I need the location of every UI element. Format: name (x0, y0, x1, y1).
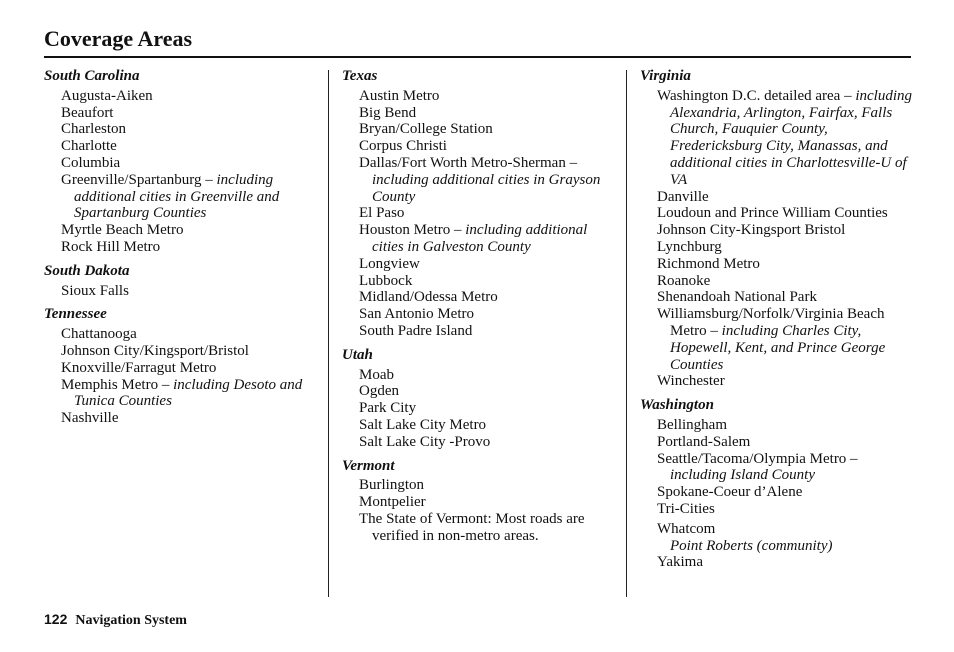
area-entry: Rock Hill Metro (61, 238, 161, 255)
area-name: Greenville/Spartanburg (61, 171, 202, 188)
area-entry: Ogden (359, 383, 399, 400)
area-entry (61, 376, 324, 411)
area-name: Seattle/Tacoma/Olympia Metro – (657, 450, 858, 467)
area-entry: Richmond Metro (657, 255, 760, 272)
state-heading: Utah (342, 346, 373, 363)
area-entry: Johnson City/Kingsport/Bristol (61, 342, 249, 359)
area-note: including additional cities in Galveston County (372, 222, 588, 255)
area-entry (61, 171, 324, 222)
area-entry: Bryan/College Station (359, 121, 493, 138)
area-entry (657, 450, 912, 485)
dash: – (569, 154, 578, 171)
dash: – (161, 376, 170, 393)
area-note: including Desoto and Tunica Counties (74, 376, 303, 410)
area-entry: Augusta-Aiken (61, 87, 153, 104)
area-note: Point Roberts (community) (670, 537, 833, 554)
area-entry: Midland/Odessa Metro (359, 289, 498, 306)
state-heading: South Dakota (44, 262, 130, 279)
area-entry: Salt Lake City Metro (359, 416, 487, 433)
area-name: Dallas/Fort Worth Metro-Sherman (359, 154, 566, 171)
area-note: including additional cities in Greenville and Spartanburg Counties (74, 171, 280, 222)
area-name: Williamsburg/Norfolk/Virginia Beach Metro (657, 306, 885, 339)
area-entry: Longview (359, 255, 420, 272)
area-entry: Lynchburg (657, 238, 722, 255)
area-note: including Island County (670, 467, 815, 484)
area-entry: Nashville (61, 410, 119, 427)
area-entry: Danville (657, 188, 709, 205)
area-entry: Yakima (657, 554, 703, 571)
area-entry: Beaufort (61, 104, 114, 121)
area-entry: Lubbock (359, 272, 413, 289)
state-heading: Washington (640, 397, 714, 414)
area-entry: Loudoun and Prince William Counties (657, 205, 888, 222)
column-left (44, 68, 324, 427)
area-entry: Roanoke (657, 272, 711, 289)
area-entry: Chattanooga (61, 326, 137, 343)
page-title: Coverage Areas (44, 26, 193, 51)
area-entry: Winchester (657, 373, 725, 390)
area-entry: Johnson City-Kingsport Bristol (657, 222, 846, 239)
area-entry: Charleston (61, 121, 126, 138)
area-name: Washington D.C. detailed area – (657, 87, 852, 104)
area-entry: Big Bend (359, 104, 417, 121)
area-entry: Salt Lake City -Provo (359, 433, 491, 450)
area-entry: Park City (359, 400, 417, 417)
area-entry: Spokane-Coeur d’Alene (657, 484, 803, 501)
page-number: 122 (44, 611, 68, 627)
area-entry: Portland-Salem (657, 433, 751, 450)
area-entry: Bellingham (657, 416, 727, 433)
area-name: Memphis Metro (61, 376, 159, 393)
area-entry: The State of Vermont: Most roads are verified in non-metro areas. (359, 510, 585, 544)
state-heading: Tennessee (44, 306, 107, 323)
area-entry: Sioux Falls (61, 282, 129, 299)
state-heading: Virginia (640, 68, 691, 84)
area-entry: Burlington (359, 477, 425, 494)
area-entry: Moab (359, 366, 394, 383)
state-heading: Texas (342, 68, 378, 84)
area-entry (359, 222, 618, 256)
area-note: including Charles City, Hopewell, Kent, and Prince George Counties (670, 322, 886, 373)
area-entry: Knoxville/Farragut Metro (61, 359, 217, 376)
state-heading: South Carolina (44, 68, 140, 84)
area-entry: Corpus Christi (359, 138, 447, 155)
area-entry (657, 306, 912, 373)
page-footer (44, 610, 187, 630)
area-entry: Whatcom (657, 520, 716, 537)
area-entry: Myrtle Beach Metro (61, 222, 184, 239)
title-rule (44, 56, 911, 58)
area-entry: Columbia (61, 154, 121, 171)
column-divider (328, 70, 329, 597)
area-entry: El Paso (359, 205, 405, 222)
column-divider (626, 70, 627, 597)
area-name: Houston Metro (359, 222, 451, 239)
area-entry: Shenandoah National Park (657, 289, 817, 306)
area-entry: San Antonio Metro (359, 306, 474, 323)
area-note: including Alexandria, Arlington, Fairfax, Falls Church, Fauquier County, Fredericksburg City, Manassas, and additional cities in Charlottesville-U of VA (670, 87, 912, 188)
dash: – (454, 222, 462, 239)
area-entry: Montpelier (359, 494, 426, 511)
area-note: including additional cities in Grayson County (372, 171, 601, 205)
area-entry (359, 154, 618, 205)
area-entry: Charlotte (61, 138, 117, 155)
area-entry: Tri-Cities (657, 500, 715, 517)
column-middle (342, 68, 618, 545)
state-heading: Vermont (342, 457, 395, 474)
dash: – (205, 171, 213, 188)
area-entry (657, 87, 912, 189)
section-name: Navigation System (75, 613, 187, 628)
area-entry: South Padre Island (359, 322, 473, 339)
area-entry: Austin Metro (359, 87, 440, 104)
column-right (640, 68, 912, 571)
dash: – (710, 322, 718, 339)
